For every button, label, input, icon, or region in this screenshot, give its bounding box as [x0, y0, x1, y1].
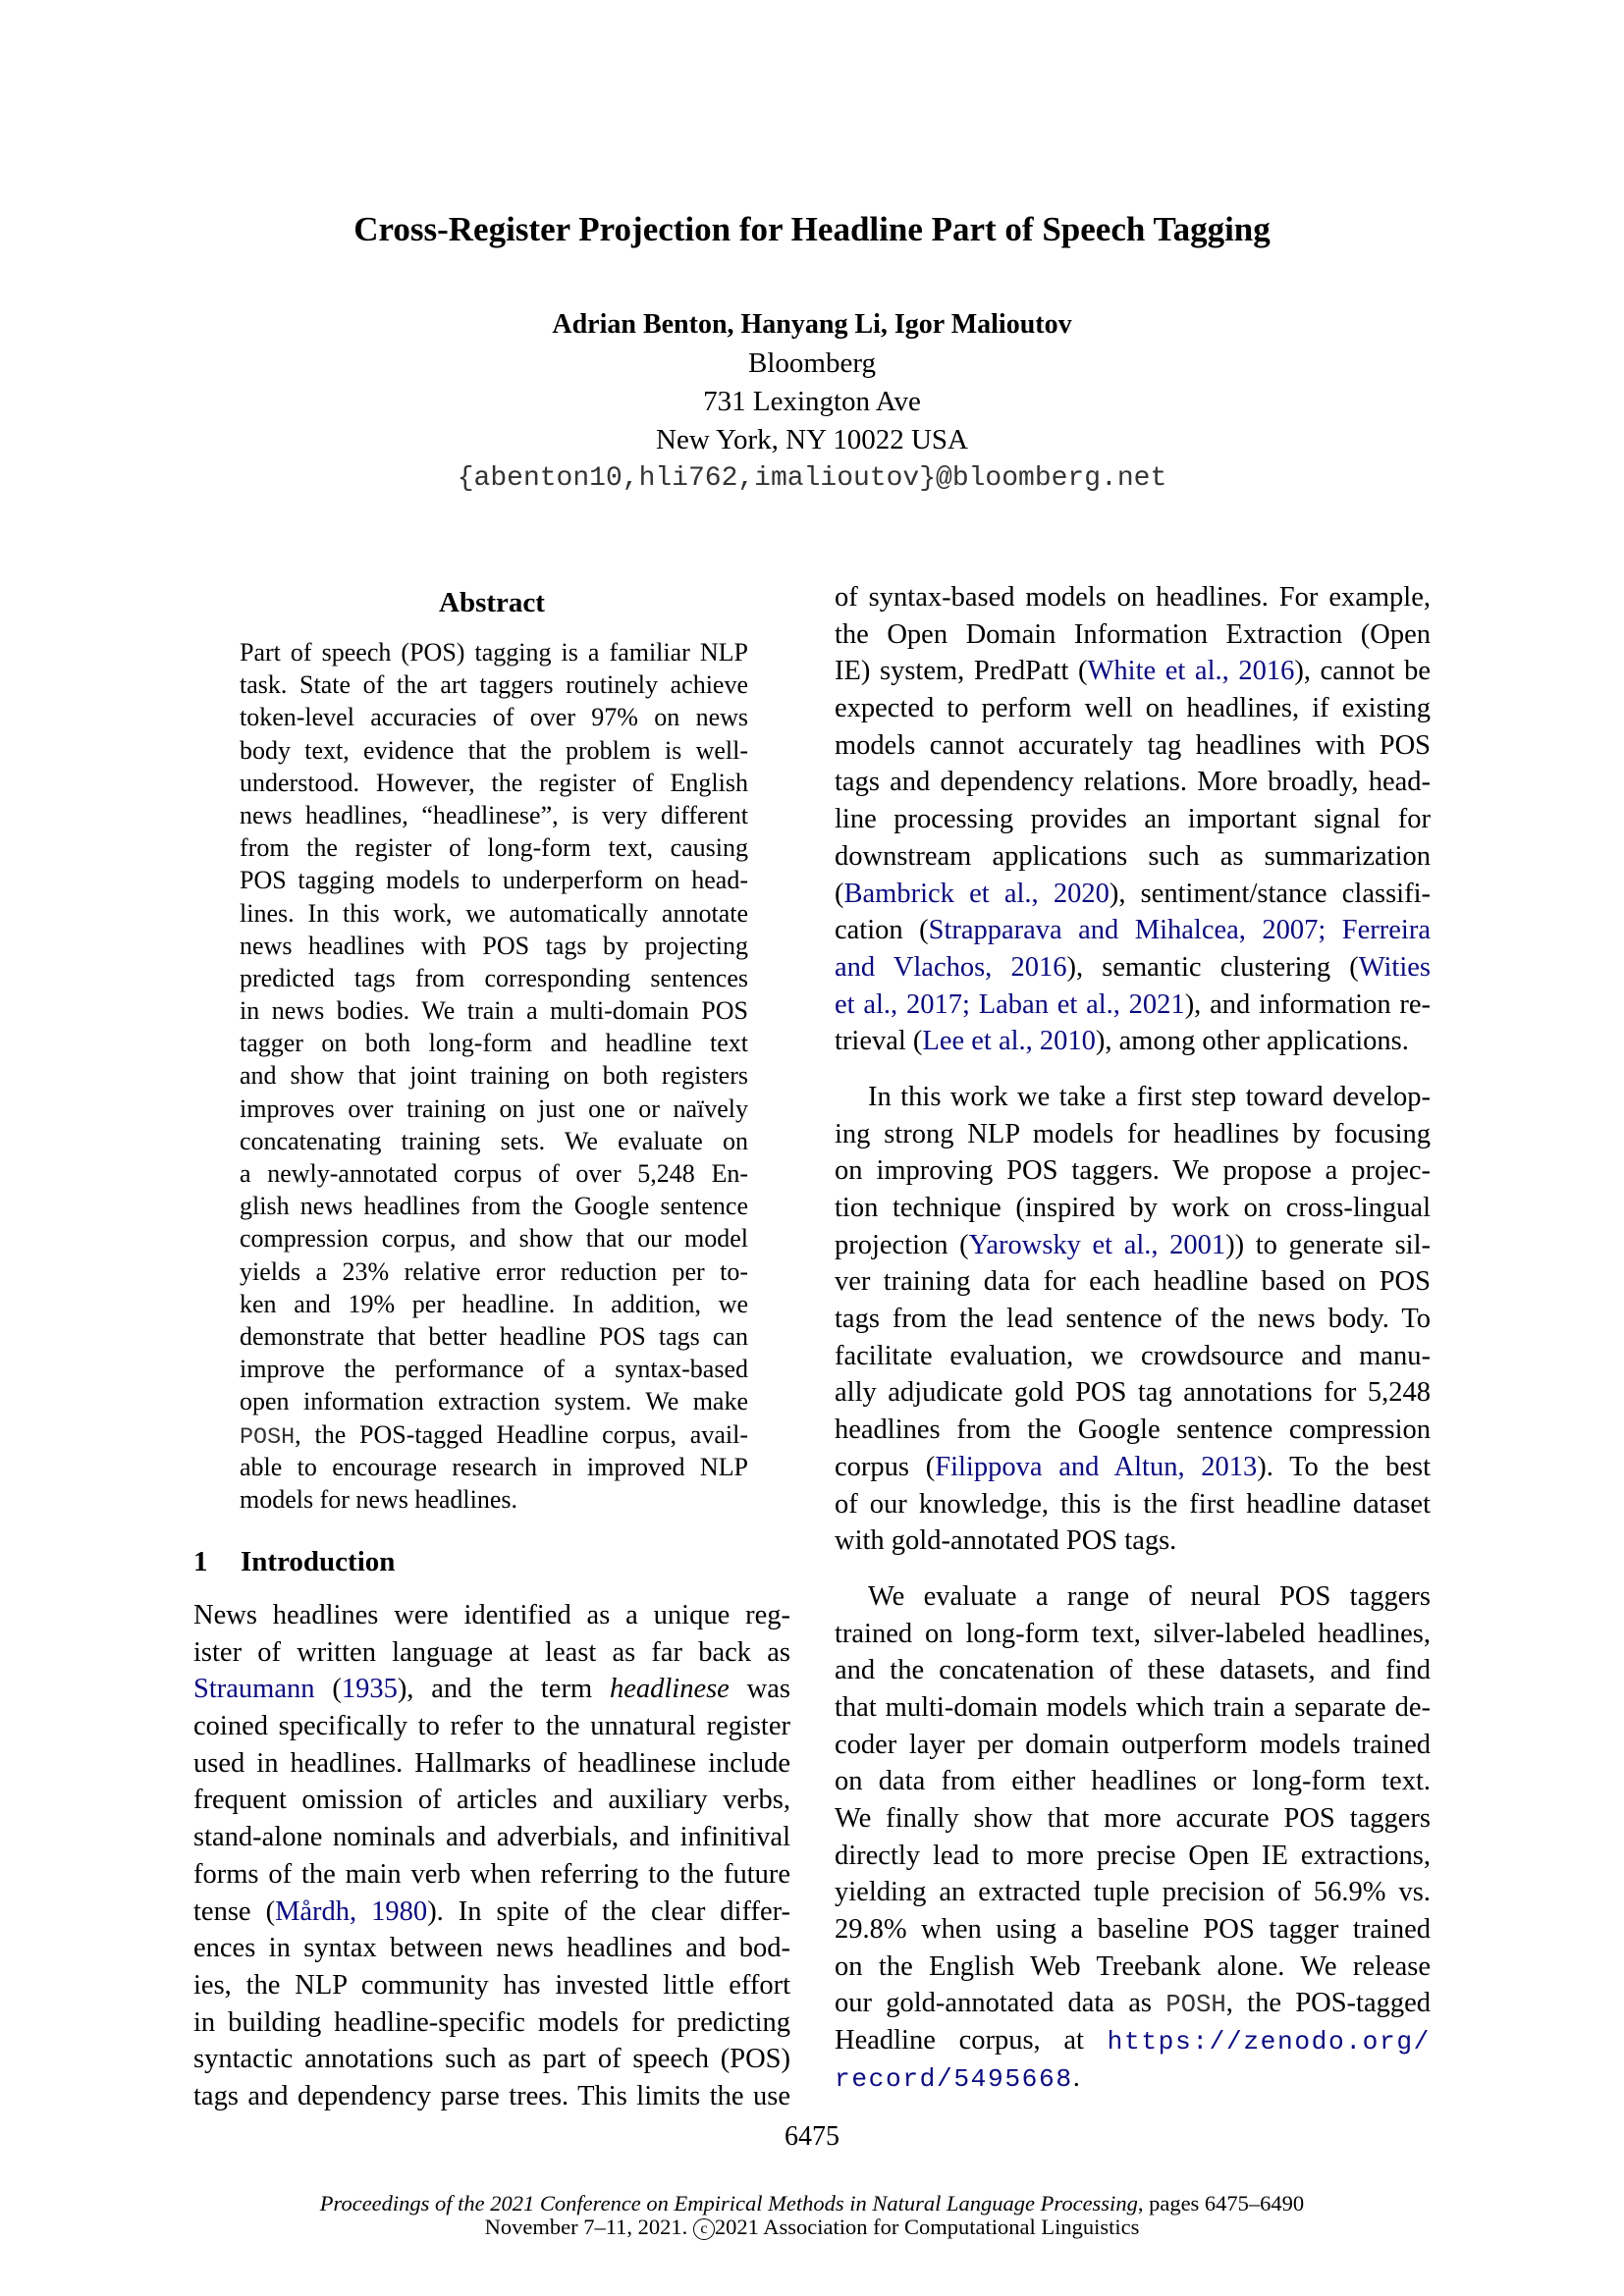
citation-link[interactable]: and Vlachos, 2016 — [835, 951, 1067, 983]
body-line: tion technique (inspired by work on cross-lingual — [835, 1193, 1431, 1223]
venue-name: Proceedings of the 2021 Conference on Empirical Methods in Natural Language Processing — [319, 2191, 1138, 2216]
abstract-line: predicted tags from corresponding sentences — [240, 963, 748, 992]
abstract-line: open information extraction system. We make — [240, 1387, 748, 1416]
abstract-line — [240, 1418, 748, 1451]
abstract-line: glish news headlines from the Google sentence — [240, 1192, 748, 1221]
body-line: on data from either headlines or long-form text. — [835, 1766, 1431, 1797]
section-heading-introduction — [193, 1544, 395, 1579]
copyright-icon: c — [693, 2218, 715, 2240]
abstract-line: improve the performance of a syntax-based — [240, 1355, 748, 1384]
body-line — [835, 653, 1431, 690]
section-title: Introduction — [241, 1546, 396, 1577]
citation-link[interactable]: Wities — [1358, 951, 1431, 983]
page-number: 6475 — [785, 2121, 839, 2152]
abstract-line: in news bodies. We train a multi-domain POS — [240, 996, 748, 1026]
body-line: used in headlines. Hallmarks of headlinese include — [193, 1747, 790, 1779]
body-line: 29.8% when using a baseline POS tagger trained — [835, 1914, 1431, 1946]
footer-line-copyright — [0, 2216, 1624, 2240]
body-line — [835, 1023, 1431, 1060]
abstract-line: concatenating training sets. We evaluate on — [240, 1126, 748, 1155]
citation-link[interactable]: Straumann — [193, 1674, 315, 1705]
abstract-line: tagger on both long-form and headline text — [240, 1029, 748, 1058]
citation-link[interactable]: Laban et al., 2021 — [978, 988, 1185, 1020]
body-line: line processing provides an important signal for — [835, 804, 1431, 835]
body-line: coder layer per domain outperform models trained — [835, 1729, 1431, 1760]
body-line: trained on long-form text, silver-labeled headlines, — [835, 1618, 1431, 1649]
abstract-body — [240, 636, 748, 1516]
abstract-line: improves over training on just one or naïvely — [240, 1094, 748, 1123]
paper-title: Cross-Register Projection for Headline Part of Speech Tagging — [353, 210, 1271, 248]
affiliation-street: 731 Lexington Ave — [703, 386, 921, 417]
abstract-line: understood. However, the register of English — [240, 768, 748, 797]
body-text: ). To the best — [1257, 1451, 1431, 1482]
body-text: trieval ( — [835, 1026, 923, 1057]
body-line — [835, 2059, 1431, 2097]
proceedings-footer — [0, 2192, 1624, 2240]
body-line: tags from the lead sentence of the news body. To — [835, 1304, 1431, 1335]
body-line: ies, the NLP community has invested little effort — [193, 1969, 790, 2001]
body-line: the Open Domain Information Extraction (Open — [835, 618, 1431, 650]
body-text: our gold-annotated data as — [835, 1988, 1166, 2019]
body-line: facilitate evaluation, we crowdsource and manu- — [835, 1340, 1431, 1371]
introduction-left-column — [193, 1597, 790, 2115]
body-line: In this work we take a first step toward develop- — [868, 1081, 1431, 1112]
body-line: tags and dependency parse trees. This limits the use — [193, 2080, 790, 2111]
abstract-line: able to encourage research in improved NLP — [240, 1452, 748, 1481]
abstract-line: and show that joint training on both registers — [240, 1061, 748, 1091]
citation-link[interactable]: Bambrick et al., 2020 — [843, 878, 1110, 909]
body-text: , the POS-tagged — [1225, 1988, 1431, 2019]
citation-link[interactable]: Yarowsky et al., 2001 — [968, 1229, 1226, 1260]
abstract-line: news headlines, “headlinese”, is very different — [240, 800, 748, 829]
emphasized-term: headlinese — [609, 1674, 730, 1705]
body-line: frequent omission of articles and auxiliary verbs, — [193, 1785, 790, 1816]
abstract-line: models for news headlines. — [240, 1484, 518, 1514]
abstract-line: token-level accuracies of over 97% on news — [240, 703, 748, 732]
abstract-line: body text, evidence that the problem is well- — [240, 735, 748, 765]
body-text: . — [1072, 2061, 1080, 2093]
body-line: yielding an extracted tuple precision of 56.9% vs. — [835, 1877, 1431, 1908]
body-line — [193, 1894, 790, 1931]
body-line: ing strong NLP models for headlines by focusing — [835, 1118, 1431, 1149]
abstract-line: a newly-annotated corpus of over 5,248 En- — [240, 1159, 748, 1188]
body-text: projection ( — [835, 1229, 969, 1260]
body-line: tags and dependency relations. More broadly, head- — [835, 767, 1431, 798]
body-line: We finally show that more accurate POS taggers — [835, 1803, 1431, 1834]
affiliation-city: New York, NY 10022 USA — [656, 424, 968, 455]
body-text: corpus ( — [835, 1451, 936, 1482]
body-line — [835, 1449, 1431, 1486]
posh-corpus-name: POSH — [240, 1424, 296, 1451]
abstract-line: lines. In this work, we automatically annotate — [240, 898, 748, 928]
body-line: ally adjudicate gold POS tag annotations for 5,248 — [835, 1377, 1431, 1409]
body-line — [835, 987, 1431, 1024]
body-line — [835, 912, 1431, 949]
body-line: of our knowledge, this is the first headline dataset — [835, 1488, 1431, 1520]
paragraph-gap — [835, 1560, 1431, 1578]
body-line: that multi-domain models which train a separate de- — [835, 1691, 1431, 1723]
abstract-line: compression corpus, and show that our model — [240, 1224, 748, 1254]
body-line: directly lead to more precise Open IE extractions, — [835, 1840, 1431, 1871]
body-line: We evaluate a range of neural POS taggers — [868, 1580, 1431, 1612]
body-line: syntactic annotations such as part of speech (POS) — [193, 2044, 790, 2075]
body-line: ences in syntax between news headlines and bod- — [193, 1933, 790, 1964]
body-line: of syntax-based models on headlines. For example, — [835, 582, 1431, 613]
body-text: Headline corpus, at — [835, 2025, 1108, 2056]
conference-dates: November 7–11, 2021. — [484, 2215, 688, 2239]
citation-link[interactable]: et al., 2017 — [835, 988, 962, 1020]
affiliation-organization: Bloomberg — [748, 347, 876, 379]
body-text: tense ( — [193, 1896, 276, 1927]
body-text: was — [729, 1674, 790, 1705]
body-line: models cannot accurately tag headlines with POS — [835, 729, 1431, 761]
body-line: on the English Web Treebank alone. We release — [835, 1950, 1431, 1982]
body-line: stand-alone nominals and adverbials, and infinitival — [193, 1822, 790, 1853]
body-line: headlines from the Google sentence compression — [835, 1415, 1431, 1446]
body-line: downstream applications such as summarization — [835, 840, 1431, 872]
body-line — [835, 1227, 1431, 1264]
body-text: ), and information re- — [1184, 988, 1432, 1020]
citation-link[interactable]: Lee et al., 2010 — [922, 1026, 1096, 1057]
body-line: coined specifically to refer to the unnatural register — [193, 1711, 790, 1742]
citation-link[interactable]: Mårdh, 1980 — [275, 1896, 428, 1927]
body-line: expected to perform well on headlines, if existing — [835, 693, 1431, 724]
page-range: , pages 6475–6490 — [1137, 2191, 1305, 2216]
body-line: ister of written language at least as far back as — [193, 1636, 790, 1668]
citation-link[interactable]: Filippova and Altun, 2013 — [935, 1451, 1258, 1482]
body-text: ( — [314, 1674, 342, 1705]
abstract-line: ken and 19% per headline. In addition, we — [240, 1289, 748, 1318]
body-line: and the concatenation of these datasets, and find — [835, 1655, 1431, 1686]
footer-line-venue — [0, 2192, 1624, 2216]
zenodo-url-link[interactable]: https://zenodo.org/ — [1107, 2027, 1431, 2057]
body-line: forms of the main verb when referring to the future — [193, 1858, 790, 1890]
citation-link[interactable]: White et al., 2016 — [1087, 656, 1295, 687]
body-line: with gold-annotated POS tags. — [835, 1525, 1177, 1557]
body-text: )) to generate sil- — [1225, 1229, 1431, 1260]
citation-separator: ; — [961, 988, 979, 1020]
abstract-line: Part of speech (POS) tagging is a familiar NLP — [240, 638, 748, 667]
body-line: ver training data for each headline based on POS — [835, 1266, 1431, 1298]
body-text: ( — [835, 878, 844, 909]
author-list: Adrian Benton, Hanyang Li, Igor Malioutov — [552, 309, 1072, 340]
body-line: News headlines were identified as a unique reg- — [193, 1600, 790, 1630]
paragraph-gap — [835, 1060, 1431, 1079]
abstract-line: news headlines with POS tags by projecting — [240, 931, 748, 960]
body-text: ), semantic clustering ( — [1066, 951, 1359, 983]
body-text: ), and the term — [397, 1674, 610, 1705]
body-line — [835, 2022, 1431, 2059]
abstract-line: yields a 23% relative error reduction per to- — [240, 1256, 748, 1286]
abstract-text: , the POS-tagged Headline corpus, avail- — [295, 1419, 748, 1449]
body-text: ), cannot be — [1294, 656, 1431, 687]
abstract-line: task. State of the art taggers routinely achieve — [240, 670, 748, 700]
body-line — [835, 949, 1431, 987]
body-text: IE) system, PredPatt ( — [835, 656, 1088, 687]
body-text: cation ( — [835, 915, 929, 946]
posh-corpus-name: POSH — [1165, 1991, 1226, 2020]
body-line — [835, 876, 1431, 913]
body-line: in building headline-specific models for predicting — [193, 2006, 790, 2038]
section-number: 1 — [193, 1546, 208, 1577]
copyright-text: 2021 Association for Computational Linguistics — [714, 2215, 1140, 2239]
body-text: ), sentiment/stance classifi- — [1109, 878, 1431, 909]
citation-separator: ; — [1318, 915, 1342, 946]
body-line — [835, 1985, 1431, 2022]
introduction-right-column — [835, 579, 1431, 2097]
citation-link[interactable]: Strapparava and Mihalcea, 2007 — [928, 915, 1319, 946]
zenodo-url-link[interactable]: record/5495668 — [835, 2063, 1073, 2094]
abstract-heading: Abstract — [439, 587, 545, 618]
citation-link[interactable]: 1935 — [341, 1674, 398, 1705]
abstract-line: from the register of long-form text, causing — [240, 833, 748, 863]
body-line — [193, 1671, 790, 1708]
author-emails: {abenton10,hli762,imalioutov}@bloomberg.net — [457, 463, 1167, 494]
body-line: on improving POS taggers. We propose a projec- — [835, 1155, 1431, 1187]
abstract-line: POS tagging models to underperform on head- — [240, 866, 748, 895]
body-text: ), among other applications. — [1095, 1026, 1409, 1057]
citation-link[interactable]: Ferreira — [1341, 915, 1431, 946]
abstract-line: demonstrate that better headline POS tags can — [240, 1321, 748, 1351]
body-text: ). In spite of the clear differ- — [427, 1896, 791, 1927]
